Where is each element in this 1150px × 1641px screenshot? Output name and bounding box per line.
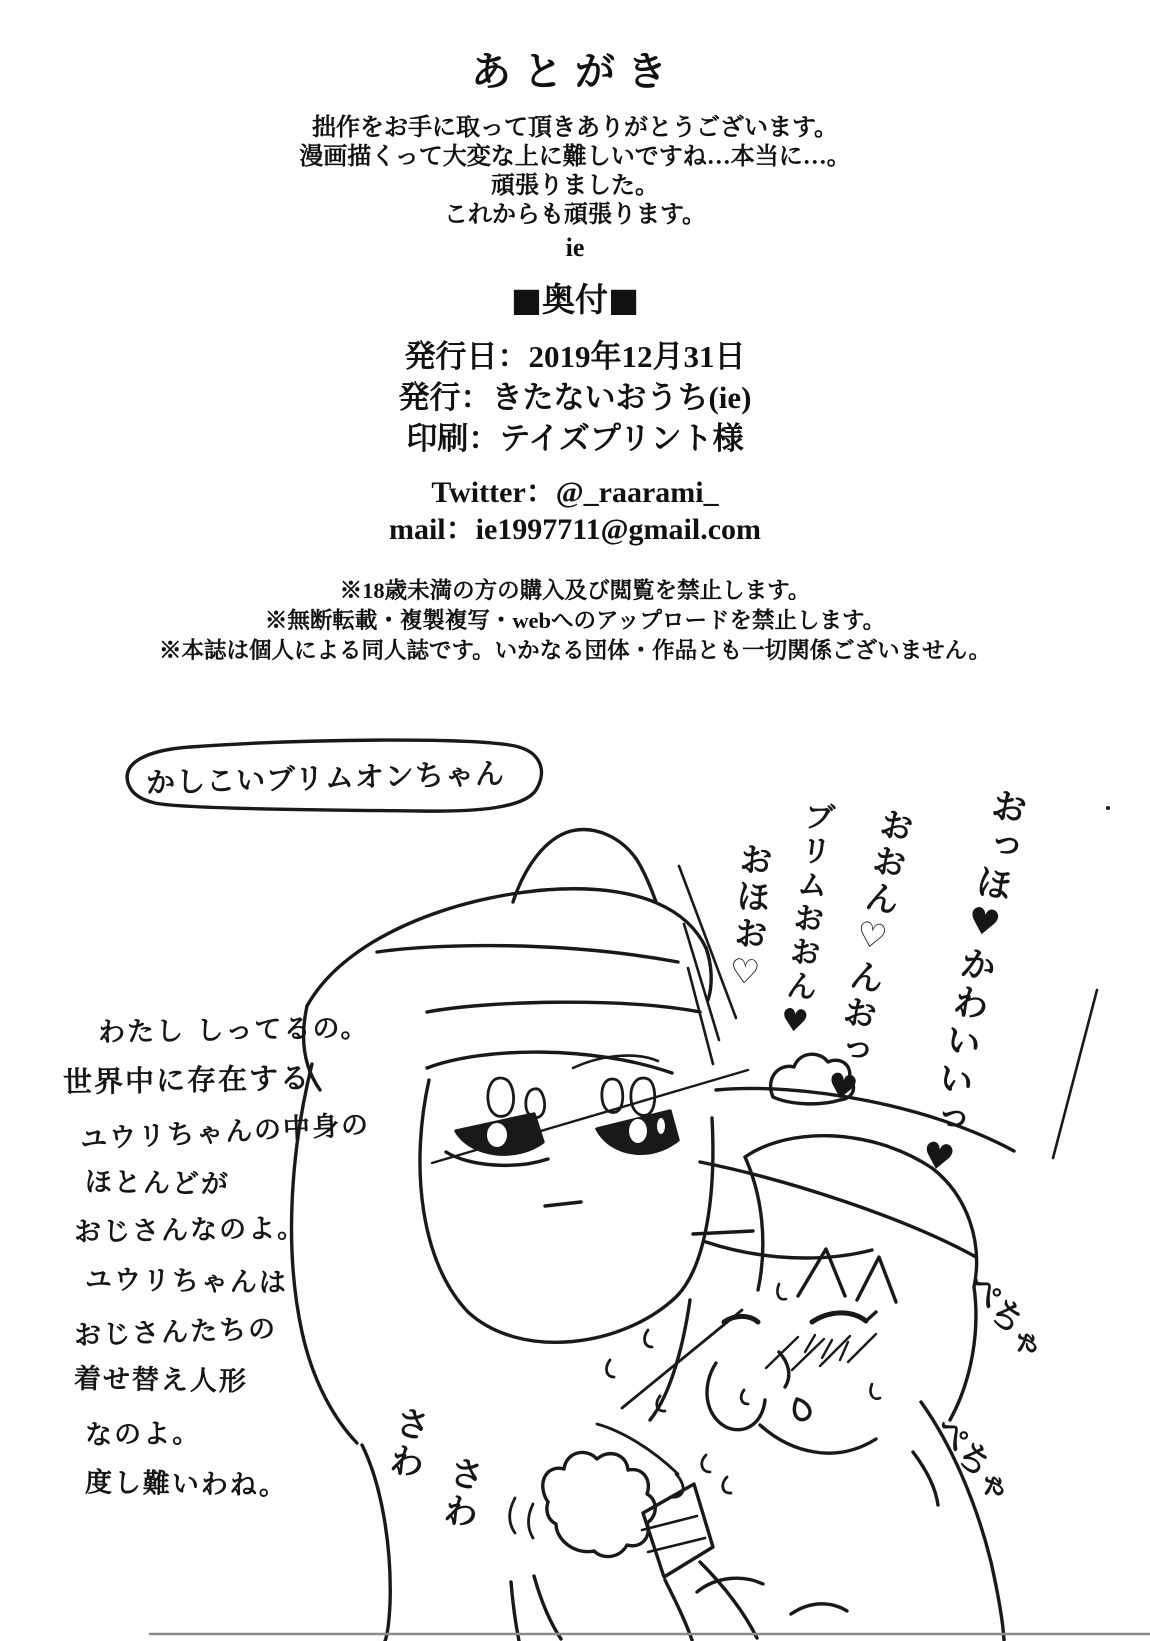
publication-info [0, 336, 1150, 459]
moan-column: おほお♡ [723, 840, 774, 997]
monologue-line: おじさんたちの [73, 1313, 278, 1352]
disclaimer-line: ※無断転載・複製複写・webへのアップロードを禁止します。 [264, 608, 886, 633]
man-face [622, 1136, 977, 1505]
colophon-title: ■奥付■ [510, 280, 640, 319]
disclaimer-line: ※18歳未満の方の購入及び閲覧を禁止します。 [339, 578, 811, 603]
afterword-paragraph [0, 114, 1150, 230]
sfx-sawa: さわ [435, 1452, 487, 1534]
monologue-line: ユウリちゃんは [84, 1264, 289, 1299]
author-signature: ie [565, 233, 585, 262]
sfx-pecha: ぺちゃ [927, 1408, 1022, 1510]
speech-bubble-text: かしこいブリムオンちゃん [145, 756, 506, 800]
monologue-line: ユウリちゃんの中身の [79, 1109, 371, 1156]
afterword-line: これからも頑張ります。 [443, 202, 707, 228]
monologue-line: 度し難いわね。 [84, 1467, 289, 1502]
afterword-line: 漫画描くって大変な上に難しいですね…本当に…。 [299, 144, 851, 170]
tongue-squiggles [597, 1330, 748, 1497]
contact-info [0, 474, 1150, 548]
sfx-sawa: さわ [381, 1402, 433, 1484]
mail-line: mail：ie1997711@gmail.com [388, 513, 762, 546]
monologue-line: 着せ替え人形 [73, 1363, 249, 1398]
monologue-line: ほとんどが [84, 1166, 231, 1201]
gloria-eyes [446, 1078, 678, 1165]
printer-line: 印刷：テイズプリント様 [406, 421, 744, 456]
sfx-pecha: ぺちゃ [960, 1265, 1055, 1367]
moan-column: おおん♡んおっ♥ [818, 803, 917, 1114]
publication-date-line: 発行日：2019年12月31日 [404, 339, 746, 374]
disclaimer-line: ※本誌は個人による同人誌です。いかなる団体・作品とも一切関係ございません。 [158, 638, 992, 663]
twitter-line: Twitter：@_raarami_ [431, 476, 719, 509]
disclaimers [0, 576, 1150, 666]
moan-column: ブリムおおん♥ [774, 798, 836, 1044]
afterword-line: 拙作をお手に取って頂きありがとうございます。 [311, 115, 839, 141]
publisher-line: 発行：きたないおうち(ie) [398, 380, 752, 415]
afterword-line: 頑張りました。 [491, 173, 659, 199]
monologue-line: 世界中に存在する [62, 1060, 312, 1100]
gloria-face [420, 1052, 753, 1342]
hatterene-hat [303, 830, 711, 1090]
monologue-line: わたし しってるの。 [97, 1012, 370, 1049]
monologue-line: なのよ。 [84, 1417, 202, 1452]
monologue-line: おじさんなのよ。 [73, 1212, 307, 1249]
page-title: あとがき [471, 49, 679, 95]
moan-column: おっほ♥かわいいっ♥ [913, 783, 1031, 1185]
